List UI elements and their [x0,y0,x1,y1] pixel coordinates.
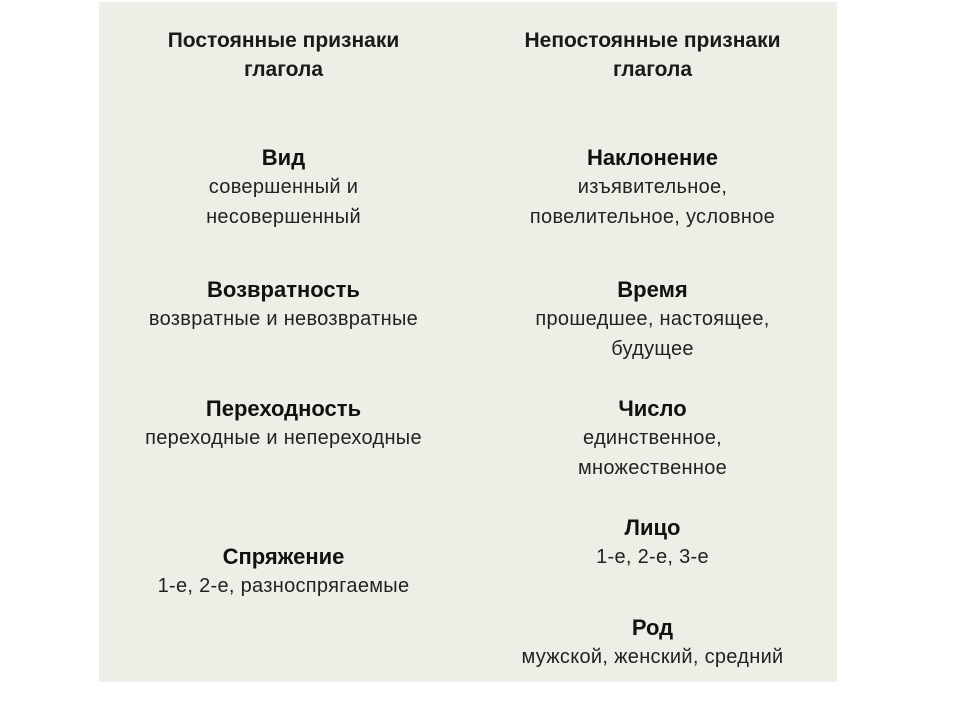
feature-desc: мужской, женский, средний [521,646,784,668]
feature-name: Лицо [624,515,681,540]
feature-name: Возвратность [207,277,360,302]
feature-name: Наклонение [586,145,719,170]
verb-features-table [99,2,837,682]
header-line: глагола [243,58,324,81]
feature-desc: множественное [577,457,728,479]
feature-desc: 1-е, 2-е, разноспрягаемые [157,575,410,597]
feature-name: Спряжение [222,544,345,569]
feature-person [468,513,837,572]
feature-desc: несовершенный [206,206,361,228]
feature-name: Время [617,277,688,302]
feature-desc: возвратные и невозвратные [148,308,419,330]
constant-features-header [99,26,468,84]
feature-conjugation [99,542,468,601]
feature-reflexivity [99,275,468,334]
header-line: Непостоянные признаки [524,29,781,52]
feature-desc: будущее [611,338,694,360]
feature-desc: совершенный и [208,176,359,198]
feature-name: Вид [261,145,306,170]
feature-desc: изъявительное, [577,176,728,198]
feature-name: Род [631,615,674,640]
feature-aspect [99,143,468,232]
variable-features-header [468,26,837,84]
feature-transitivity [99,394,468,453]
feature-gender [468,613,837,672]
feature-desc: прошедшее, настоящее, [535,308,770,330]
feature-name: Переходность [205,396,362,421]
header-line: глагола [612,58,693,81]
feature-desc: 1-е, 2-е, 3-е [596,546,709,568]
feature-number [468,394,837,483]
feature-desc: единственное, [582,427,723,449]
header-line: Постоянные признаки [167,29,400,52]
feature-mood [468,143,837,232]
feature-tense [468,275,837,364]
feature-desc: переходные и непереходные [145,427,422,449]
constant-features-column [99,2,468,682]
feature-name: Число [618,396,687,421]
variable-features-column [468,2,837,682]
feature-desc: повелительное, условное [529,206,776,228]
